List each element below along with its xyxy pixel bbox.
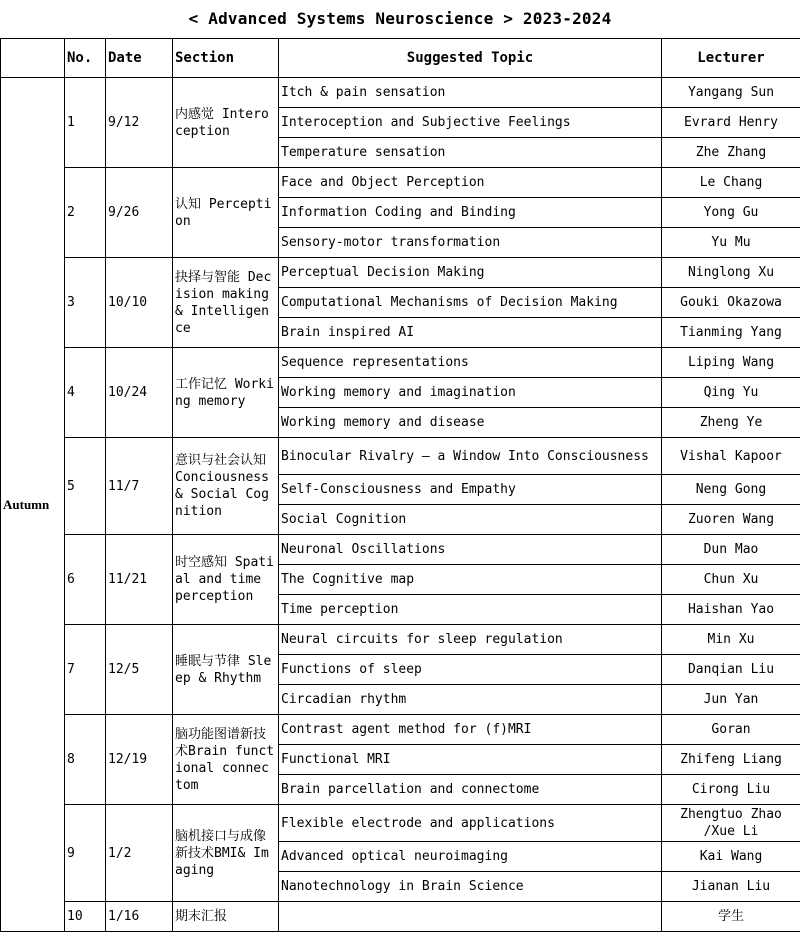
session-section: 睡眠与节律 Sleep & Rhythm <box>173 625 279 715</box>
session-date: 12/19 <box>106 715 173 805</box>
topic-cell: Sequence representations <box>279 348 662 378</box>
lecturer-cell: Liping Wang <box>662 348 800 378</box>
session-date: 11/21 <box>106 535 173 625</box>
lecturer-cell: Zuoren Wang <box>662 505 800 535</box>
lecturer-cell: Zhengtuo Zhao /Xue Li <box>662 805 800 842</box>
lecturer-cell: Dun Mao <box>662 535 800 565</box>
table-row <box>1 805 800 842</box>
table-row <box>1 78 800 108</box>
session-section: 脑功能图谱新技术Brain functional connectom <box>173 715 279 805</box>
session-number: 2 <box>65 168 106 258</box>
lecturer-cell: Zheng Ye <box>662 408 800 438</box>
topic-cell: Time perception <box>279 595 662 625</box>
session-number: 5 <box>65 438 106 535</box>
session-number: 6 <box>65 535 106 625</box>
topic-cell: Sensory-motor transformation <box>279 228 662 258</box>
lecturer-cell: Yangang Sun <box>662 78 800 108</box>
session-number: 3 <box>65 258 106 348</box>
lecturer-cell: Jianan Liu <box>662 872 800 902</box>
lecturer-cell: Cirong Liu <box>662 775 800 805</box>
topic-cell: Brain parcellation and connectome <box>279 775 662 805</box>
topic-cell: Functions of sleep <box>279 655 662 685</box>
session-date: 10/24 <box>106 348 173 438</box>
lecturer-cell: Zhifeng Liang <box>662 745 800 775</box>
lecturer-cell: Evrard Henry <box>662 108 800 138</box>
lecturer-cell: Danqian Liu <box>662 655 800 685</box>
topic-cell: Social Cognition <box>279 505 662 535</box>
page-title: < Advanced Systems Neuroscience > 2023-2024 <box>188 9 612 28</box>
table-row <box>1 348 800 378</box>
session-section: 脑机接口与成像新技术BMI& Imaging <box>173 805 279 902</box>
topic-cell: Brain inspired AI <box>279 318 662 348</box>
schedule-table <box>0 38 800 932</box>
topic-cell: Functional MRI <box>279 745 662 775</box>
session-number: 10 <box>65 902 106 932</box>
topic-cell: Perceptual Decision Making <box>279 258 662 288</box>
section-header: Section <box>173 39 279 78</box>
topic-cell <box>279 902 662 932</box>
topic-cell: Working memory and disease <box>279 408 662 438</box>
term-header <box>1 39 65 78</box>
topic-cell: Flexible electrode and applications <box>279 805 662 842</box>
table-row <box>1 535 800 565</box>
session-date: 9/26 <box>106 168 173 258</box>
session-section: 期末汇报 <box>173 902 279 932</box>
topic-cell: Nanotechnology in Brain Science <box>279 872 662 902</box>
lecturer-cell: Vishal Kapoor <box>662 438 800 475</box>
topic-cell: Circadian rhythm <box>279 685 662 715</box>
session-section: 时空感知 Spatial and time perception <box>173 535 279 625</box>
topic-cell: Neural circuits for sleep regulation <box>279 625 662 655</box>
lecturer-header: Lecturer <box>662 39 800 78</box>
topic-cell: Information Coding and Binding <box>279 198 662 228</box>
topic-cell: Binocular Rivalry – a Window Into Consciousness <box>279 438 662 475</box>
table-row <box>1 715 800 745</box>
session-date: 9/12 <box>106 78 173 168</box>
topic-cell: Working memory and imagination <box>279 378 662 408</box>
header-row <box>1 39 800 78</box>
session-date: 1/16 <box>106 902 173 932</box>
table-row <box>1 438 800 475</box>
lecturer-cell: Qing Yu <box>662 378 800 408</box>
lecturer-cell: Tianming Yang <box>662 318 800 348</box>
lecturer-cell: Chun Xu <box>662 565 800 595</box>
session-section: 认知 Perception <box>173 168 279 258</box>
topic-cell: The Cognitive map <box>279 565 662 595</box>
session-number: 9 <box>65 805 106 902</box>
session-number: 8 <box>65 715 106 805</box>
session-date: 11/7 <box>106 438 173 535</box>
lecturer-cell: Yong Gu <box>662 198 800 228</box>
term-cell: Autumn <box>1 78 65 932</box>
table-row <box>1 258 800 288</box>
lecturer-cell: Goran <box>662 715 800 745</box>
lecturer-cell: Haishan Yao <box>662 595 800 625</box>
session-date: 1/2 <box>106 805 173 902</box>
topic-cell: Computational Mechanisms of Decision Making <box>279 288 662 318</box>
table-row <box>1 168 800 198</box>
lecturer-cell: Gouki Okazowa <box>662 288 800 318</box>
session-number: 7 <box>65 625 106 715</box>
lecturer-cell: Zhe Zhang <box>662 138 800 168</box>
topic-cell: Itch & pain sensation <box>279 78 662 108</box>
topic-cell: Face and Object Perception <box>279 168 662 198</box>
table-row <box>1 902 800 932</box>
date-header: Date <box>106 39 173 78</box>
topic-cell: Temperature sensation <box>279 138 662 168</box>
session-date: 10/10 <box>106 258 173 348</box>
session-section: 内感觉 Interoception <box>173 78 279 168</box>
topic-cell: Neuronal Oscillations <box>279 535 662 565</box>
session-number: 4 <box>65 348 106 438</box>
lecturer-cell: Kai Wang <box>662 842 800 872</box>
lecturer-cell: Le Chang <box>662 168 800 198</box>
session-section: 抉择与智能 Decision making & Intelligence <box>173 258 279 348</box>
table-row <box>1 625 800 655</box>
topic-cell: Advanced optical neuroimaging <box>279 842 662 872</box>
session-section: 意识与社会认知 Conciousness & Social Cognition <box>173 438 279 535</box>
topic-header: Suggested Topic <box>279 39 662 78</box>
topic-cell: Interoception and Subjective Feelings <box>279 108 662 138</box>
topic-cell: Contrast agent method for (f)MRI <box>279 715 662 745</box>
lecturer-cell: Min Xu <box>662 625 800 655</box>
session-number: 1 <box>65 78 106 168</box>
topic-cell: Self-Consciousness and Empathy <box>279 475 662 505</box>
lecturer-cell: Ninglong Xu <box>662 258 800 288</box>
lecturer-cell: 学生 <box>662 902 800 932</box>
session-date: 12/5 <box>106 625 173 715</box>
lecturer-cell: Yu Mu <box>662 228 800 258</box>
no-header: No. <box>65 39 106 78</box>
session-section: 工作记忆 Working memory <box>173 348 279 438</box>
lecturer-cell: Neng Gong <box>662 475 800 505</box>
lecturer-cell: Jun Yan <box>662 685 800 715</box>
